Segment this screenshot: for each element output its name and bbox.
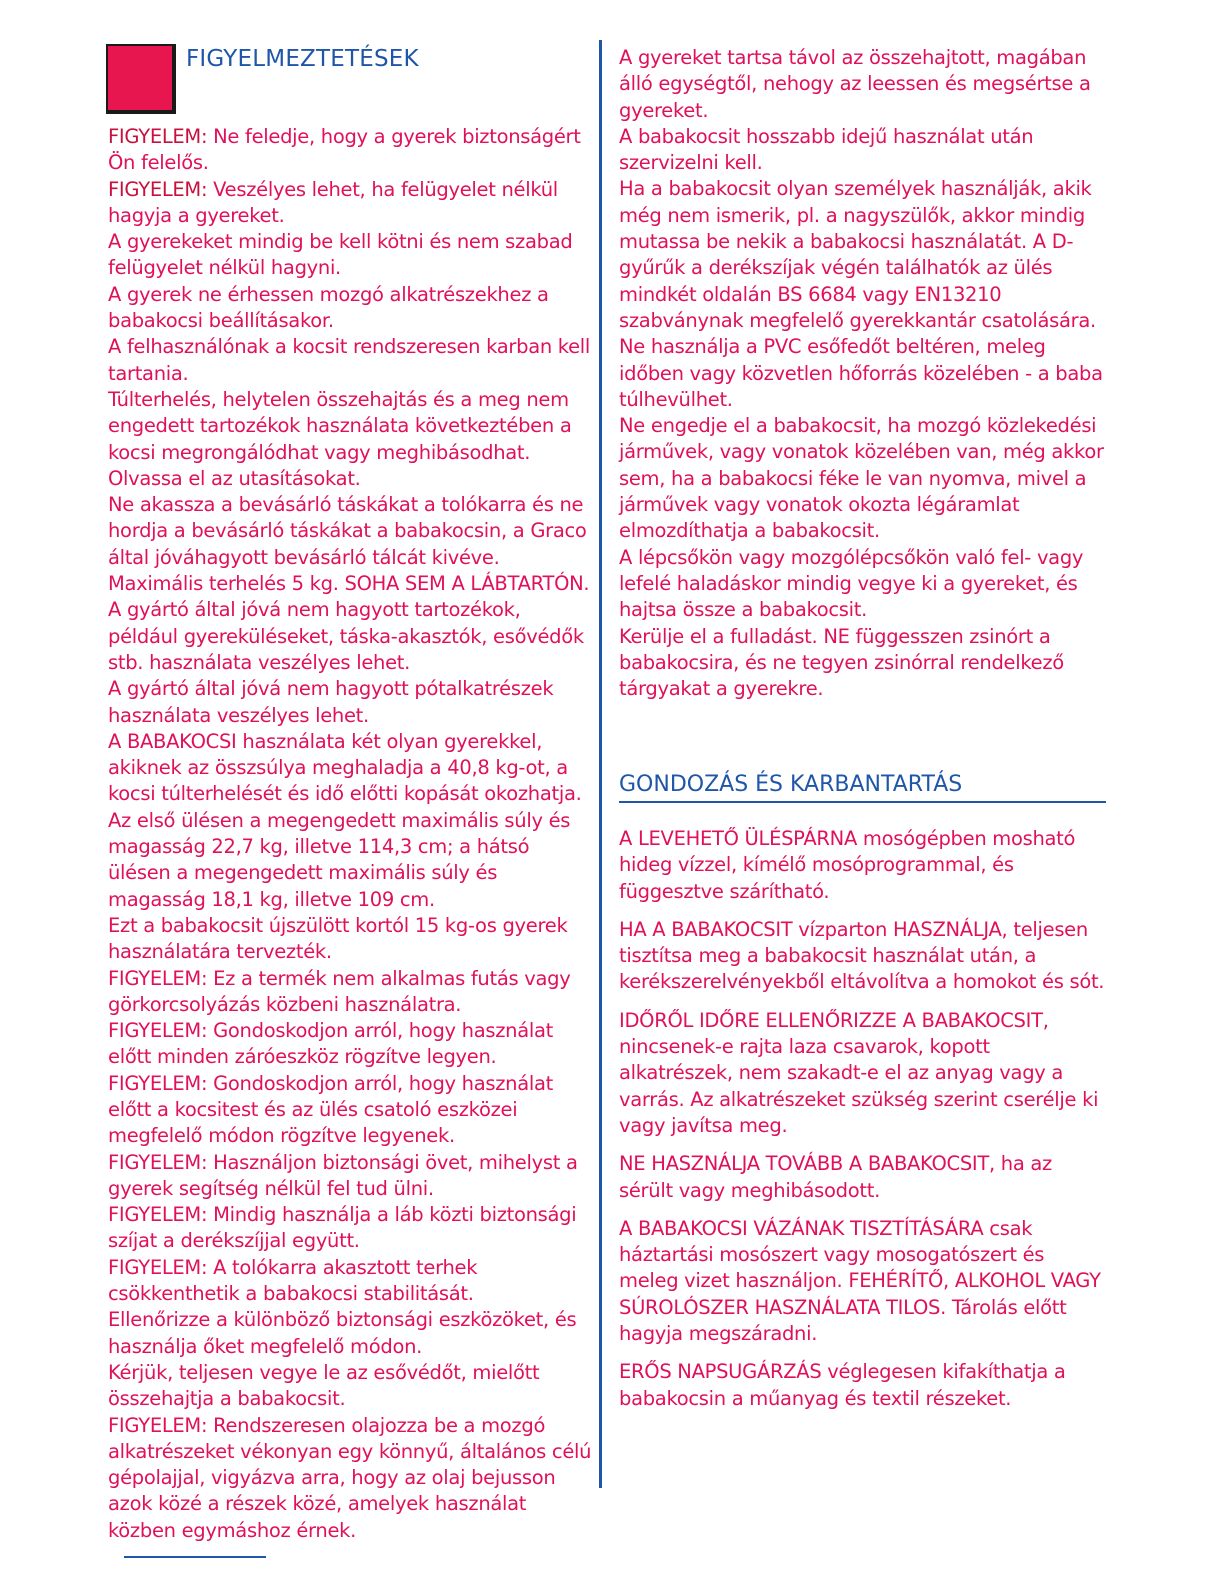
warning-item: FIGYELEM: Rendszeresen olajozza be a mozgó alkatrészeket vékonyan egy könnyű, általános célú gépolajjal, vigyázva arra, hogy az olaj bejusson azok közé a részek közé, amelyek használat közben egymáshoz érnek. [108, 1413, 592, 1542]
care-paragraph: HA A BABAKOCSIT vízparton HASZNÁLJA, teljesen tisztítsa meg a babakocsit használat után, a kerékszerelvényekből eltávolítva a homokot és sót. [619, 917, 1105, 994]
care-paragraph: IDŐRŐL IDŐRE ELLENŐRIZZE A BABAKOCSIT, nincsenek-e rajta laza csavarok, kopott alkatrészek, nem szakadt-e el az anyag vagy a varrás. Az alkatrészeket szükség szerint cserélje ki vagy javítsa meg. [619, 1008, 1099, 1137]
warning-item: A gyereket tartsa távol az összehajtott, magában álló egységtől, nehogy az leessen és megsértse a gyereket. [619, 46, 1091, 122]
warnings-column-right [619, 45, 1107, 702]
warning-item: A gyerekeket mindig be kell kötni és nem szabad felügyelet nélkül hagyni. [108, 230, 573, 280]
warning-item: Ne használja a PVC esőfedőt beltéren, meleg időben vagy közvetlen hőforrás közelében - a baba túlhevülhet. [619, 335, 1103, 411]
warnings-column-left [108, 124, 596, 1544]
warning-item: A gyártó által jóvá nem hagyott tartozékok, például gyereküléseket, táska-akasztók, esővédők stb. használata veszélyes lehet. [108, 598, 584, 674]
warning-item: FIGYELEM: Ne feledje, hogy a gyerek biztonságért Ön felelős. [108, 125, 581, 175]
warning-item: FIGYELEM: Veszélyes lehet, ha felügyelet nélkül hagyja a gyereket. [108, 177, 558, 227]
footer-rule [124, 1556, 266, 1558]
warning-item: A gyártó által jóvá nem hagyott pótalkatrészek használata veszélyes lehet. [108, 677, 554, 727]
warning-item: FIGYELEM: Gondoskodjon arról, hogy használat előtt a kocsitest és az ülés csatoló eszközei megfelelő módon rögzítve legyenek. [108, 1071, 553, 1148]
warning-item: A gyerek ne érhessen mozgó alkatrészekhez a babakocsi beállításakor. [108, 282, 549, 333]
column-divider [599, 40, 602, 1488]
warning-item: FIGYELEM: Gondoskodjon arról, hogy használat előtt minden záróeszköz rögzítve legyen. [108, 1019, 553, 1069]
warning-item: Kérjük, teljesen vegye le az esővédőt, mielőtt összehajtja a babakocsit. [108, 1360, 540, 1411]
care-paragraph: NE HASZNÁLJA TOVÁBB A BABAKOCSIT, ha az sérült vagy meghibásodott. [619, 1152, 1052, 1202]
warning-item: A BABAKOCSI használata két olyan gyerekkel, akiknek az összsúlya meghaladja a 40,8 kg-ot, a kocsi túlterhelését és idő előtti kopását okozhatja. Az első ülésen a megengedett maximális súly és magasság 22,7 kg, illetve 114,3 cm; a hátsó ülésen a megengedett maximális súly és magasság 18,1 kg, illetve 109 cm. [108, 729, 582, 911]
warning-item: FIGYELEM: Használjon biztonsági övet, mihelyst a gyerek segítség nélkül fel tud ülni. [108, 1150, 578, 1200]
warning-item: Ne akassza a bevásárló táskákat a tolókarra és ne hordja a bevásárló táskákat a babakocsin, a Graco által jóváhagyott bevásárló tálcát kivéve. Maximális terhelés 5 kg. SOHA SEM A LÁBTARTÓN. [108, 493, 590, 596]
care-paragraph: A LEVEHETŐ ÜLÉSPÁRNA mosógépben mosható hideg vízzel, kímélő mosóprogrammal, és függesztve szárítható. [619, 827, 1076, 903]
care-section-body [619, 826, 1107, 1424]
page-title: FIGYELMEZTETÉSEK [186, 46, 419, 72]
warning-item: FIGYELEM: Ez a termék nem alkalmas futás vagy görkorcsolyázás közbeni használatra. [108, 966, 571, 1016]
warning-item: Kerülje el a fulladást. NE függesszen zsinórt a babakocsira, és ne tegyen zsinórral rendelkező tárgyakat a gyerekre. [619, 624, 1064, 701]
warning-item: Ezt a babakocsit újszülött kortól 15 kg-os gyerek használatára tervezték. [108, 913, 568, 964]
warning-item: A felhasználónak a kocsit rendszeresen karban kell tartania. [108, 335, 591, 385]
warning-item: FIGYELEM: Mindig használja a láb közti biztonsági szíjat a derékszíjjal együtt. [108, 1203, 577, 1253]
warning-item: Ne engedje el a babakocsit, ha mozgó közlekedési járművek, vagy vonatok közelében van, még akkor sem, ha a babakocsi féke le van nyomva, mivel a járművek vagy vonatok okozta légáramlat elmozdíthatja a babakocsit. [619, 414, 1104, 543]
section-marker [106, 44, 176, 114]
warning-item: FIGYELEM: A tolókarra akasztott terhek csökkenthetik a babakocsi stabilitását. [108, 1255, 478, 1306]
warning-item: A babakocsit hosszabb idejű használat után szervizelni kell. [619, 124, 1034, 175]
warning-item: Ellenőrizze a különböző biztonsági eszközöket, és használja őket megfelelő módon. [108, 1308, 577, 1358]
warning-item: Túlterhelés, helytelen összehajtás és a meg nem engedett tartozékok használata következtében a kocsi megrongálódhat vagy meghibásodhat. [108, 387, 572, 464]
care-section-title: GONDOZÁS ÉS KARBANTARTÁS [619, 772, 1106, 803]
warning-item: A lépcsőkön vagy mozgólépcsőkön való fel- vagy lefelé haladáskor mindig vegye ki a gyereket, és hajtsa össze a babakocsit. [619, 545, 1084, 622]
care-paragraph: ERŐS NAPSUGÁRZÁS véglegesen kifakíthatja a babakocsin a műanyag és textil részeket. [619, 1360, 1066, 1410]
warning-item: Ha a babakocsit olyan személyek használják, akik még nem ismerik, pl. a nagyszülők, akkor mindig mutassa be nekik a babakocsi használatát. A D-gyűrűk a derékszíjak végén találhatók az ülés mindkét oldalán BS 6684 vagy EN13210 szabványnak megfelelő gyerekkantár csatolására. [619, 177, 1096, 332]
warning-item: Olvassa el az utasításokat. [108, 466, 361, 490]
care-paragraph: A BABAKOCSI VÁZÁNAK TISZTÍTÁSÁRA csak háztartási mosószert vagy mosogatószert és meleg vizet használjon. FEHÉRÍTŐ, ALKOHOL VAGY SÚROLÓSZER HASZNÁLATA TILOS. Tárolás előtt hagyja megszáradni. [619, 1216, 1101, 1346]
